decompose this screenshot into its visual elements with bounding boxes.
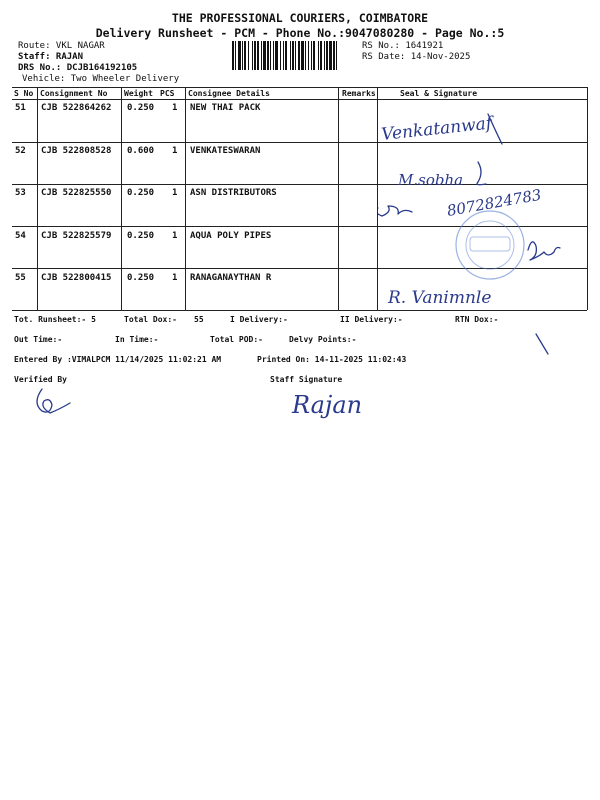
row3-number: 8072824783 [445,185,543,220]
row-sno: 52 [15,146,26,156]
verified-by: Verified By [14,375,67,384]
ii-delivery: II Delivery:- [340,315,403,324]
row-weight: 0.250 [127,231,155,241]
route-label: Route: VKL NAGAR [18,41,105,51]
verified-signature [30,385,80,420]
header-pcs: PCS [160,89,175,98]
tot-runsheet: Tot. Runsheet:- 5 [14,315,96,324]
row-weight: 0.250 [127,273,155,283]
header-consignee: Consignee Details [188,89,270,98]
row-pcs: 1 [172,231,178,241]
rs-number: RS No.: 1641921 [362,41,444,51]
table-top-border [12,87,587,88]
header-remarks: Remarks [342,89,376,98]
row-sno: 53 [15,188,26,198]
printed-on: Printed On: 14-11-2025 11:02:43 [257,355,407,364]
header-weight: Weight [124,89,153,98]
entered-by: Entered By :VIMALPCM 11/14/2025 11:02:21 AM [14,355,222,364]
vehicle-label: Vehicle: Two Wheeler Delivery [22,74,180,84]
row-weight: 0.600 [127,146,155,156]
col-divider [587,87,588,310]
rs-date: RS Date: 14-Nov-2025 [362,52,471,62]
row-consignee: NEW THAI PACK [190,103,261,113]
edge-marks [530,330,560,360]
company-title: THE PROFESSIONAL COURIERS, COIMBATORE [171,11,429,25]
svg-text:Rajan: Rajan [292,391,363,419]
rtn-dox: RTN Dox:- [455,315,499,324]
row-sno: 55 [15,273,26,283]
row-consignee: ASN DISTRIBUTORS [190,188,277,198]
total-pod: Total POD:- [210,335,263,344]
runsheet-subtitle: Delivery Runsheet - PCM - Phone No.:9047080280 - Page No.:5 [95,26,505,40]
barcode [232,41,358,70]
row-consignment: CJB 522825579 [41,231,112,241]
row-consignment: CJB 522825550 [41,188,112,198]
row5-signature: R. Vanimnle [388,288,492,308]
row-consignment: CJB 522864262 [41,103,112,113]
row-pcs: 1 [172,146,178,156]
row-consignee: RANAGANAYTHAN R [190,273,272,283]
col-divider [185,87,186,310]
row-pcs: 1 [172,273,178,283]
row-consignment: CJB 522800415 [41,273,112,283]
total-dox-value: 55 [194,315,204,324]
in-time: In Time:- [115,335,159,344]
drs-number: DRS No.: DCJB164192105 [18,63,138,73]
row-consignee: VENKATESWARAN [190,146,261,156]
header-consignment: Consignment No [40,89,108,98]
col-divider [37,87,38,310]
row2-signature: M.sobha [398,171,464,189]
col-divider [121,87,122,310]
out-time: Out Time:- [14,335,63,344]
row-pcs: 1 [172,188,178,198]
staff-signature-label: Staff Signature [270,375,343,384]
col-divider [338,87,339,310]
i-delivery: I Delivery:- [230,315,288,324]
total-dox-label: Total Dox:- [124,315,177,324]
seal-signatures [378,100,587,310]
table-bottom-border [12,310,587,311]
courier-stamp [456,211,524,279]
delvy-points: Delvy Points:- [289,335,357,344]
row-sno: 54 [15,231,26,241]
row-pcs: 1 [172,103,178,113]
header-seal: Seal & Signature [400,89,478,98]
row-weight: 0.250 [127,188,155,198]
row-weight: 0.250 [127,103,155,113]
row-consignee: AQUA POLY PIPES [190,231,272,241]
staff-label: Staff: RAJAN [18,52,84,62]
header-sno: S No [14,89,34,98]
staff-signature [290,385,380,425]
row-sno: 51 [15,103,26,113]
row-consignment: CJB 522808528 [41,146,112,156]
row1-signature: Venkatanwaf [380,113,493,145]
